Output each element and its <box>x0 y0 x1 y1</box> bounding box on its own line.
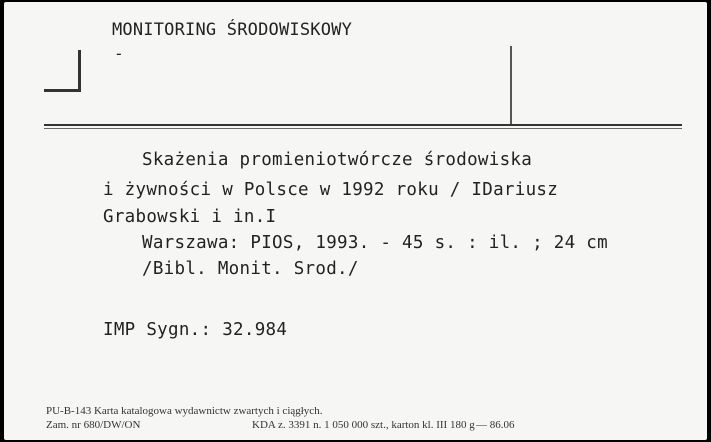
description-line: i żywności w Polsce w 1992 roku / IDariusz <box>103 180 559 200</box>
footer-order-number: Zam. nr 680/DW/ON <box>46 419 141 431</box>
footer-print-info: KDA z. 3391 n. 1 050 000 szt., karton kl. III 180 g <box>252 419 475 431</box>
vertical-divider <box>510 46 512 126</box>
subject-heading: MONITORING ŚRODOWISKOWY <box>112 20 353 40</box>
corner-bracket-horizontal <box>44 89 81 92</box>
footer-date: — 86.06 <box>476 419 515 431</box>
corner-bracket-vertical <box>78 50 81 90</box>
description-line: /Bibl. Monit. Srod./ <box>142 259 359 279</box>
subject-dash: - <box>114 44 124 63</box>
call-number: IMP Sygn.: 32.984 <box>103 320 288 340</box>
description-line: Grabowski i in.I <box>103 207 277 227</box>
horizontal-rule <box>44 124 682 126</box>
footer-form-title: PU-B-143 Karta katalogowa wydawnictw zwartych i ciągłych. <box>46 405 323 417</box>
description-line: Skażenia promieniotwórcze środowiska <box>142 150 533 170</box>
description-line: Warszawa: PIOS, 1993. - 45 s. : il. ; 24 cm <box>142 233 608 253</box>
horizontal-rule-secondary <box>44 128 682 129</box>
